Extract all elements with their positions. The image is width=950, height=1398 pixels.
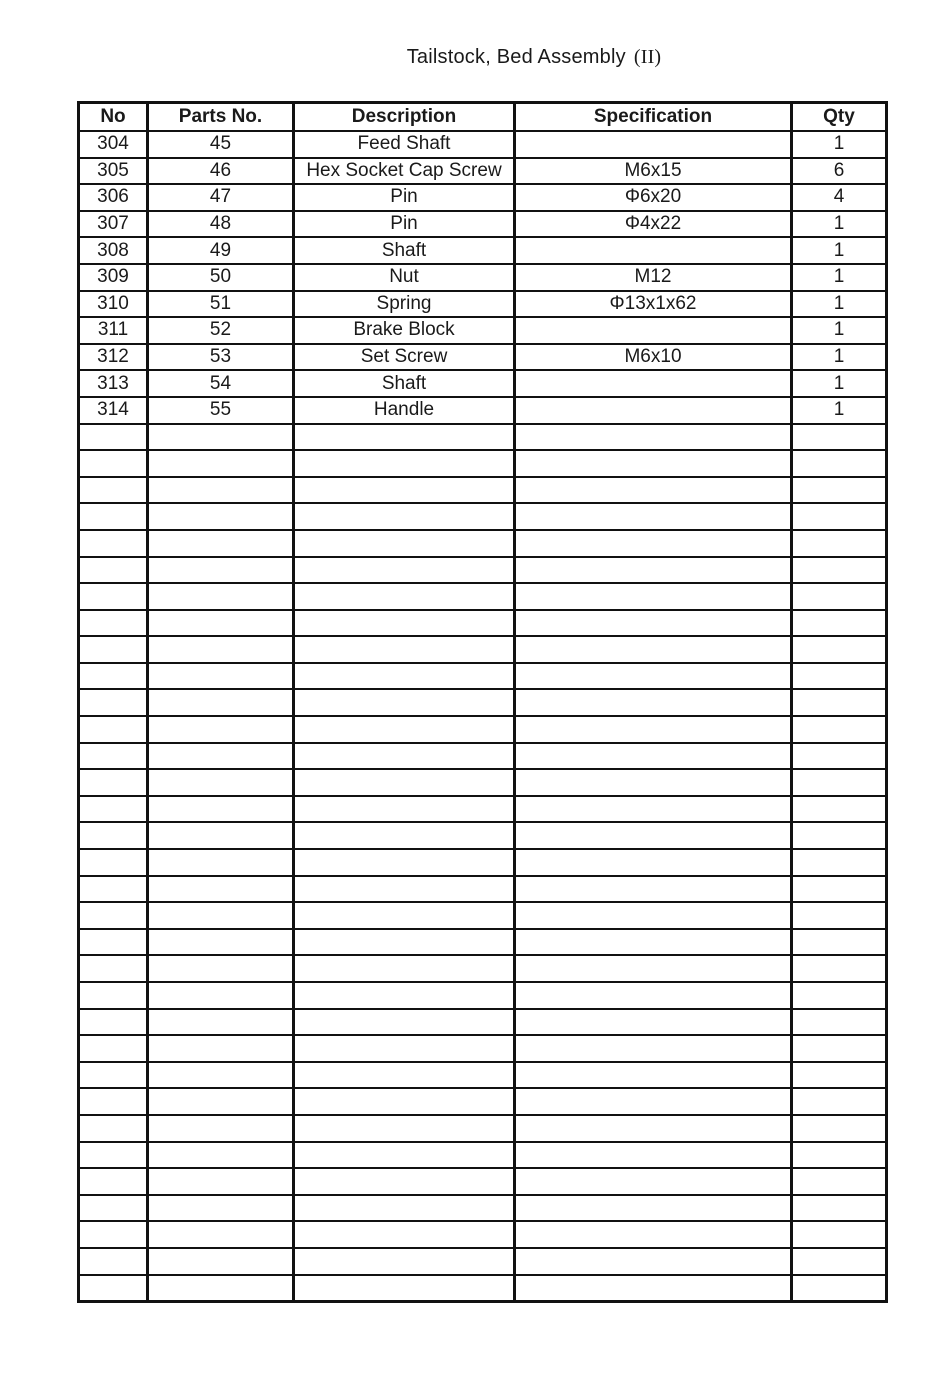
empty-table-row — [79, 876, 887, 903]
empty-table-row — [79, 1115, 887, 1142]
cell-parts-no: 54 — [148, 370, 294, 397]
empty-cell — [294, 902, 515, 929]
empty-cell — [515, 876, 792, 903]
empty-cell — [79, 1195, 148, 1222]
empty-cell — [148, 902, 294, 929]
empty-cell — [148, 663, 294, 690]
empty-table-row — [79, 822, 887, 849]
empty-cell — [148, 1275, 294, 1302]
empty-table-row — [79, 450, 887, 477]
empty-cell — [148, 1062, 294, 1089]
empty-cell — [792, 955, 887, 982]
empty-cell — [792, 1275, 887, 1302]
header-description: Description — [294, 103, 515, 132]
empty-table-row — [79, 503, 887, 530]
cell-no: 304 — [79, 131, 148, 158]
empty-cell — [515, 1062, 792, 1089]
empty-cell — [148, 796, 294, 823]
empty-cell — [294, 982, 515, 1009]
empty-cell — [294, 557, 515, 584]
empty-cell — [515, 477, 792, 504]
cell-qty: 1 — [792, 211, 887, 238]
empty-cell — [294, 769, 515, 796]
empty-cell — [148, 1221, 294, 1248]
empty-cell — [515, 1168, 792, 1195]
empty-cell — [148, 769, 294, 796]
cell-qty: 6 — [792, 158, 887, 185]
empty-cell — [79, 530, 148, 557]
empty-table-row — [79, 929, 887, 956]
empty-cell — [792, 743, 887, 770]
cell-parts-no: 49 — [148, 237, 294, 264]
empty-cell — [515, 450, 792, 477]
empty-cell — [515, 1142, 792, 1169]
empty-cell — [294, 796, 515, 823]
empty-cell — [792, 450, 887, 477]
empty-cell — [792, 796, 887, 823]
table-row — [79, 397, 887, 424]
empty-cell — [148, 1009, 294, 1036]
cell-description: Pin — [294, 211, 515, 238]
empty-cell — [792, 636, 887, 663]
empty-cell — [294, 583, 515, 610]
empty-cell — [792, 530, 887, 557]
empty-table-row — [79, 902, 887, 929]
empty-cell — [79, 424, 148, 451]
cell-qty: 1 — [792, 291, 887, 318]
empty-cell — [792, 822, 887, 849]
cell-description: Pin — [294, 184, 515, 211]
empty-cell — [515, 557, 792, 584]
table-row — [79, 211, 887, 238]
cell-qty: 1 — [792, 237, 887, 264]
empty-cell — [792, 424, 887, 451]
empty-cell — [79, 689, 148, 716]
cell-description: Shaft — [294, 237, 515, 264]
empty-table-row — [79, 1221, 887, 1248]
empty-cell — [515, 663, 792, 690]
empty-cell — [148, 1195, 294, 1222]
empty-cell — [148, 1115, 294, 1142]
empty-cell — [515, 1035, 792, 1062]
empty-cell — [294, 450, 515, 477]
empty-cell — [792, 849, 887, 876]
empty-cell — [294, 1195, 515, 1222]
empty-cell — [515, 769, 792, 796]
cell-qty: 1 — [792, 397, 887, 424]
cell-qty: 1 — [792, 317, 887, 344]
cell-no: 311 — [79, 317, 148, 344]
empty-cell — [792, 1115, 887, 1142]
cell-specification: M6x15 — [515, 158, 792, 185]
table-row — [79, 370, 887, 397]
empty-cell — [148, 876, 294, 903]
empty-table-row — [79, 769, 887, 796]
page-title-suffix: (II) — [633, 46, 662, 68]
empty-cell — [79, 583, 148, 610]
cell-qty: 1 — [792, 344, 887, 371]
table-row — [79, 237, 887, 264]
empty-table-row — [79, 1142, 887, 1169]
empty-cell — [79, 1221, 148, 1248]
empty-cell — [792, 1248, 887, 1275]
empty-cell — [148, 822, 294, 849]
empty-table-row — [79, 849, 887, 876]
cell-parts-no: 51 — [148, 291, 294, 318]
empty-cell — [515, 636, 792, 663]
empty-cell — [79, 503, 148, 530]
empty-cell — [79, 610, 148, 637]
empty-table-row — [79, 743, 887, 770]
empty-cell — [294, 663, 515, 690]
empty-cell — [515, 503, 792, 530]
empty-cell — [148, 716, 294, 743]
empty-cell — [294, 849, 515, 876]
empty-cell — [294, 1221, 515, 1248]
empty-cell — [515, 689, 792, 716]
empty-cell — [79, 557, 148, 584]
empty-cell — [792, 716, 887, 743]
empty-cell — [294, 955, 515, 982]
empty-cell — [79, 849, 148, 876]
empty-cell — [515, 1115, 792, 1142]
empty-cell — [294, 1035, 515, 1062]
cell-no: 309 — [79, 264, 148, 291]
empty-cell — [515, 1275, 792, 1302]
parts-table-body — [79, 131, 887, 1302]
empty-table-row — [79, 1275, 887, 1302]
empty-cell — [294, 929, 515, 956]
empty-cell — [792, 1168, 887, 1195]
empty-cell — [294, 1142, 515, 1169]
table-row — [79, 344, 887, 371]
empty-cell — [792, 982, 887, 1009]
empty-table-row — [79, 1088, 887, 1115]
empty-cell — [79, 663, 148, 690]
empty-cell — [294, 743, 515, 770]
empty-cell — [515, 822, 792, 849]
empty-cell — [148, 477, 294, 504]
cell-description: Handle — [294, 397, 515, 424]
empty-cell — [515, 1195, 792, 1222]
empty-cell — [515, 1221, 792, 1248]
cell-no: 314 — [79, 397, 148, 424]
empty-cell — [792, 1221, 887, 1248]
empty-table-row — [79, 424, 887, 451]
empty-cell — [515, 1009, 792, 1036]
cell-description: Set Screw — [294, 344, 515, 371]
cell-no: 307 — [79, 211, 148, 238]
empty-cell — [294, 1275, 515, 1302]
empty-cell — [79, 876, 148, 903]
empty-cell — [79, 1115, 148, 1142]
cell-description: Shaft — [294, 370, 515, 397]
empty-cell — [79, 1088, 148, 1115]
empty-cell — [792, 610, 887, 637]
empty-cell — [515, 929, 792, 956]
empty-cell — [148, 1142, 294, 1169]
empty-cell — [515, 902, 792, 929]
parts-table-header — [79, 103, 887, 132]
page-title — [0, 46, 950, 69]
header-no: No — [79, 103, 148, 132]
empty-cell — [294, 1248, 515, 1275]
cell-specification: Φ4x22 — [515, 211, 792, 238]
empty-cell — [792, 1195, 887, 1222]
empty-cell — [515, 743, 792, 770]
empty-table-row — [79, 583, 887, 610]
empty-cell — [79, 1168, 148, 1195]
empty-cell — [294, 1115, 515, 1142]
table-row — [79, 184, 887, 211]
empty-cell — [294, 610, 515, 637]
table-row — [79, 131, 887, 158]
empty-table-row — [79, 796, 887, 823]
empty-cell — [294, 1168, 515, 1195]
empty-cell — [79, 477, 148, 504]
empty-cell — [792, 689, 887, 716]
empty-cell — [792, 1088, 887, 1115]
empty-cell — [148, 636, 294, 663]
empty-cell — [79, 743, 148, 770]
empty-cell — [792, 1009, 887, 1036]
cell-parts-no: 48 — [148, 211, 294, 238]
empty-cell — [515, 849, 792, 876]
cell-specification — [515, 131, 792, 158]
empty-cell — [79, 982, 148, 1009]
empty-cell — [148, 610, 294, 637]
empty-cell — [148, 450, 294, 477]
empty-cell — [148, 1248, 294, 1275]
empty-cell — [294, 530, 515, 557]
empty-table-row — [79, 636, 887, 663]
empty-cell — [792, 876, 887, 903]
empty-cell — [792, 477, 887, 504]
empty-cell — [79, 1142, 148, 1169]
header-specification: Specification — [515, 103, 792, 132]
empty-cell — [148, 424, 294, 451]
empty-cell — [79, 1009, 148, 1036]
empty-cell — [294, 424, 515, 451]
empty-cell — [515, 583, 792, 610]
table-row — [79, 264, 887, 291]
cell-description: Hex Socket Cap Screw — [294, 158, 515, 185]
empty-cell — [515, 1248, 792, 1275]
empty-cell — [792, 769, 887, 796]
empty-table-row — [79, 982, 887, 1009]
table-row — [79, 158, 887, 185]
empty-cell — [294, 1062, 515, 1089]
empty-cell — [79, 822, 148, 849]
empty-cell — [792, 1142, 887, 1169]
empty-cell — [148, 1088, 294, 1115]
cell-description: Spring — [294, 291, 515, 318]
cell-qty: 1 — [792, 264, 887, 291]
empty-cell — [294, 636, 515, 663]
cell-parts-no: 55 — [148, 397, 294, 424]
empty-cell — [148, 583, 294, 610]
empty-cell — [79, 450, 148, 477]
cell-parts-no: 45 — [148, 131, 294, 158]
empty-cell — [515, 530, 792, 557]
empty-cell — [515, 1088, 792, 1115]
empty-cell — [294, 503, 515, 530]
empty-cell — [294, 822, 515, 849]
cell-specification: Φ13x1x62 — [515, 291, 792, 318]
empty-cell — [148, 929, 294, 956]
cell-description: Feed Shaft — [294, 131, 515, 158]
empty-cell — [515, 955, 792, 982]
empty-cell — [294, 477, 515, 504]
empty-cell — [792, 557, 887, 584]
empty-cell — [79, 1035, 148, 1062]
empty-cell — [148, 530, 294, 557]
empty-cell — [79, 1062, 148, 1089]
empty-cell — [294, 689, 515, 716]
empty-cell — [148, 982, 294, 1009]
empty-cell — [515, 610, 792, 637]
empty-cell — [792, 503, 887, 530]
cell-no: 310 — [79, 291, 148, 318]
empty-cell — [79, 716, 148, 743]
empty-cell — [148, 743, 294, 770]
header-qty: Qty — [792, 103, 887, 132]
table-row — [79, 291, 887, 318]
cell-parts-no: 47 — [148, 184, 294, 211]
empty-cell — [515, 796, 792, 823]
empty-cell — [148, 503, 294, 530]
empty-table-row — [79, 530, 887, 557]
cell-qty: 4 — [792, 184, 887, 211]
empty-table-row — [79, 1195, 887, 1222]
cell-qty: 1 — [792, 131, 887, 158]
empty-cell — [148, 557, 294, 584]
empty-cell — [79, 769, 148, 796]
empty-cell — [515, 424, 792, 451]
empty-table-row — [79, 663, 887, 690]
empty-cell — [294, 876, 515, 903]
cell-no: 312 — [79, 344, 148, 371]
empty-cell — [148, 849, 294, 876]
cell-parts-no: 53 — [148, 344, 294, 371]
empty-cell — [294, 716, 515, 743]
empty-cell — [148, 1035, 294, 1062]
cell-description: Brake Block — [294, 317, 515, 344]
empty-cell — [148, 955, 294, 982]
empty-cell — [79, 929, 148, 956]
cell-specification: Φ6x20 — [515, 184, 792, 211]
parts-table — [77, 101, 888, 1303]
empty-cell — [148, 1168, 294, 1195]
empty-cell — [792, 663, 887, 690]
empty-cell — [792, 902, 887, 929]
cell-no: 305 — [79, 158, 148, 185]
empty-table-row — [79, 610, 887, 637]
empty-cell — [515, 982, 792, 1009]
empty-table-row — [79, 1062, 887, 1089]
cell-parts-no: 52 — [148, 317, 294, 344]
empty-cell — [79, 1248, 148, 1275]
cell-specification — [515, 237, 792, 264]
empty-table-row — [79, 716, 887, 743]
cell-specification — [515, 317, 792, 344]
cell-no: 308 — [79, 237, 148, 264]
empty-table-row — [79, 1248, 887, 1275]
cell-parts-no: 46 — [148, 158, 294, 185]
cell-specification — [515, 370, 792, 397]
empty-cell — [792, 1035, 887, 1062]
cell-specification — [515, 397, 792, 424]
empty-cell — [79, 1275, 148, 1302]
cell-specification: M6x10 — [515, 344, 792, 371]
empty-table-row — [79, 477, 887, 504]
empty-cell — [515, 716, 792, 743]
page-title-text: Tailstock, Bed Assembly — [406, 46, 626, 68]
empty-table-row — [79, 1035, 887, 1062]
empty-cell — [792, 1062, 887, 1089]
cell-description: Nut — [294, 264, 515, 291]
empty-cell — [79, 796, 148, 823]
empty-cell — [148, 689, 294, 716]
header-row — [79, 103, 887, 132]
empty-cell — [792, 583, 887, 610]
empty-table-row — [79, 1009, 887, 1036]
empty-table-row — [79, 1168, 887, 1195]
cell-no: 313 — [79, 370, 148, 397]
empty-table-row — [79, 955, 887, 982]
empty-table-row — [79, 689, 887, 716]
empty-cell — [792, 929, 887, 956]
empty-cell — [79, 636, 148, 663]
cell-qty: 1 — [792, 370, 887, 397]
empty-table-row — [79, 557, 887, 584]
empty-cell — [294, 1009, 515, 1036]
table-row — [79, 317, 887, 344]
cell-specification: M12 — [515, 264, 792, 291]
empty-cell — [79, 955, 148, 982]
empty-cell — [79, 902, 148, 929]
header-parts-no: Parts No. — [148, 103, 294, 132]
empty-cell — [294, 1088, 515, 1115]
cell-no: 306 — [79, 184, 148, 211]
cell-parts-no: 50 — [148, 264, 294, 291]
